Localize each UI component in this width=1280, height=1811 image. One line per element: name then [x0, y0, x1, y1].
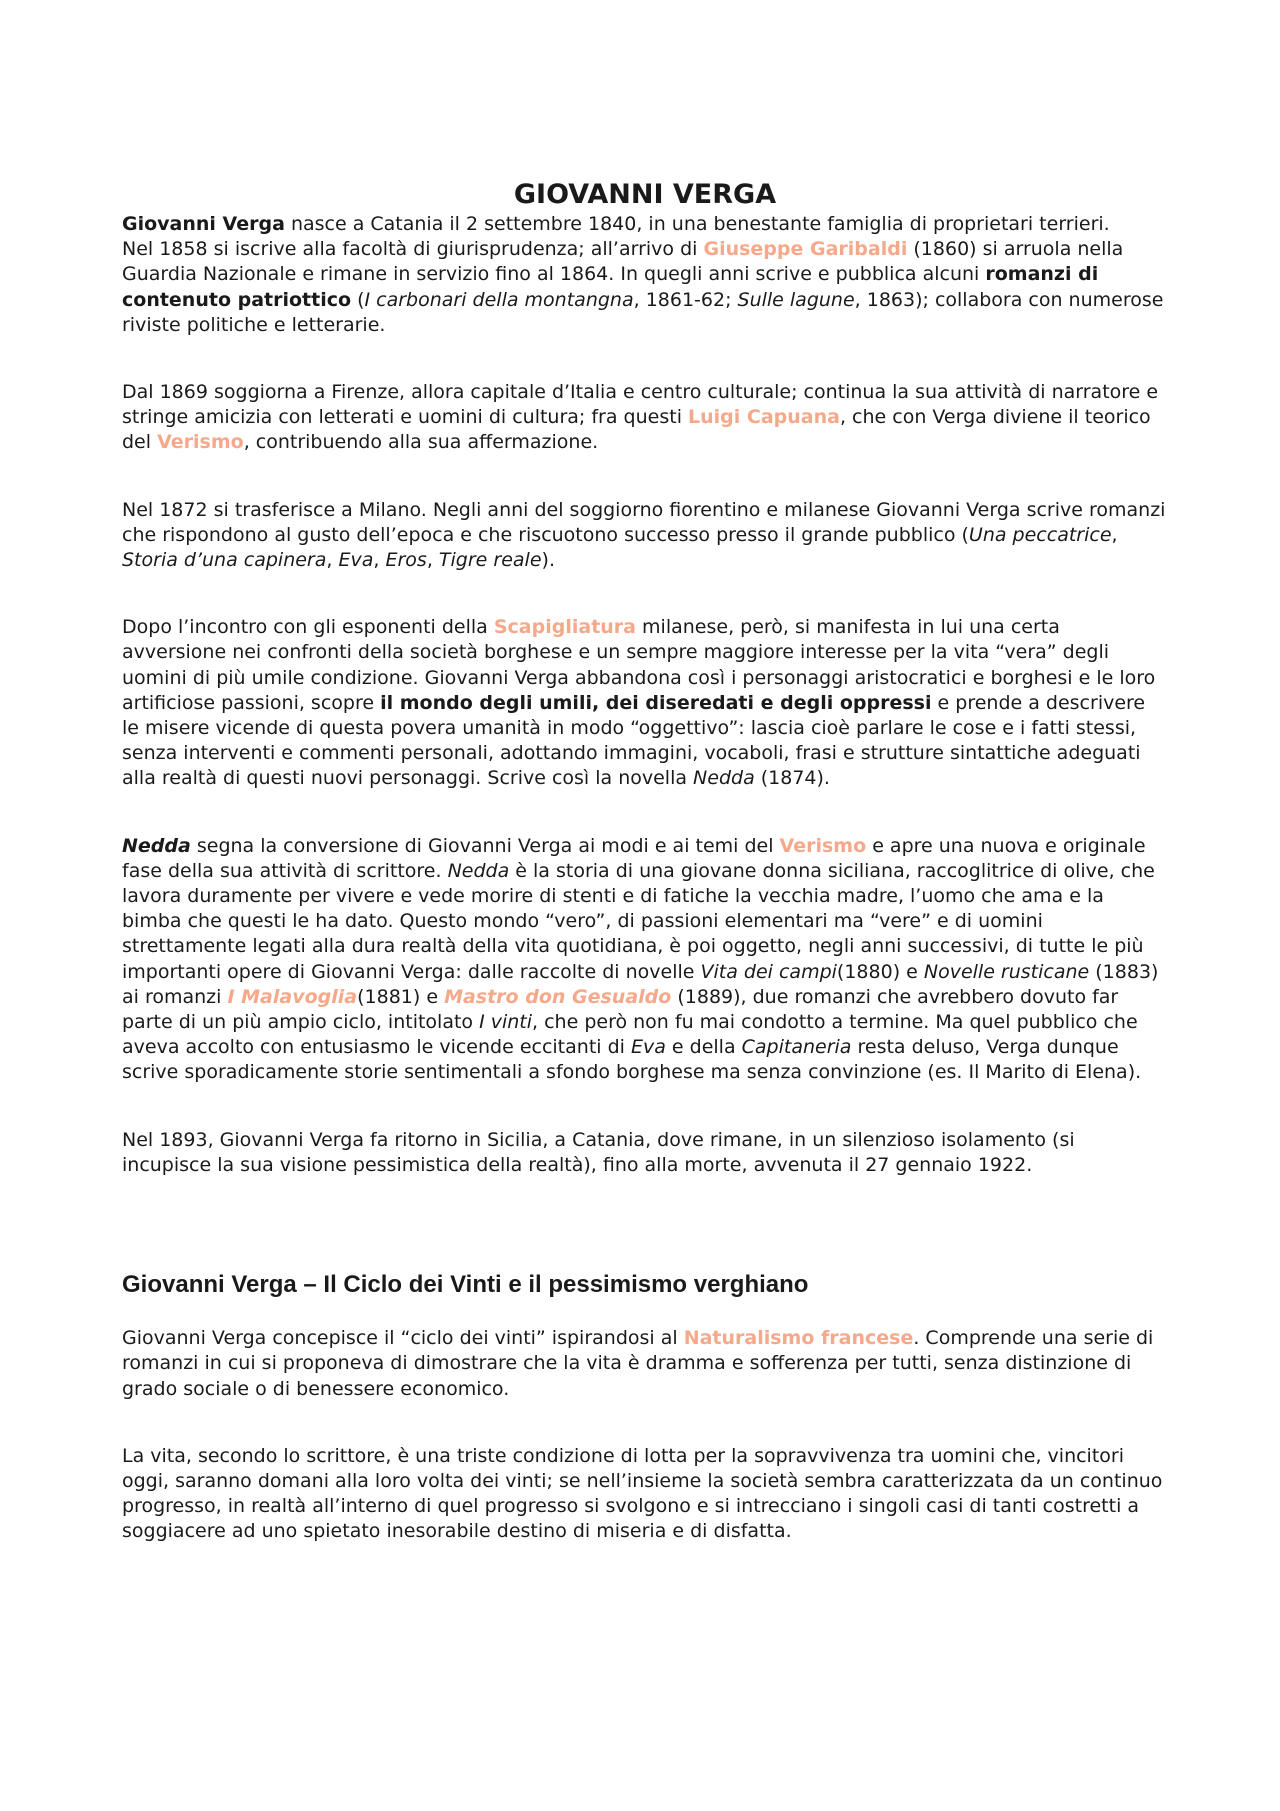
link-verismo[interactable]: Verismo	[157, 431, 244, 454]
italic-title: Vita dei campi	[700, 960, 837, 983]
document-title: GIOVANNI VERGA	[513, 179, 777, 210]
text-run: ,	[373, 549, 386, 572]
text-run: Nel 1872 si trasferisce a Milano. Negli anni del soggiorno fiorentino e milanese Giovanni Verga scrive romanzi che rispondono al gusto dell’epoca e che riscuotono successo presso il grande pubblico (	[122, 498, 1166, 546]
bold-romanzi: romanzi di contenuto patriottico	[122, 263, 1099, 311]
text-run: (	[351, 288, 365, 311]
text-run: e della	[665, 1036, 742, 1059]
text-run: Dopo l’incontro con gli esponenti della	[122, 616, 494, 639]
paragraph-firenze	[122, 380, 1168, 456]
text-run: ,	[326, 549, 339, 572]
link-mastro-don-gesualdo[interactable]: Mastro don Gesualdo	[444, 985, 672, 1008]
italic-title: Eva	[630, 1036, 666, 1059]
italic-title: Una peccatrice	[968, 523, 1112, 546]
bold-name: Giovanni Verga	[122, 213, 285, 235]
link-verismo-2[interactable]: Verismo	[779, 834, 867, 857]
text-run: , che con Verga diviene il teorico del	[122, 406, 1151, 454]
text-run: , che però non fu mai condotto a termine. Ma quel pubblico che aveva accolto con entusiasmo le vicende eccitanti di	[122, 1011, 1138, 1059]
text-run: (1881) e	[357, 985, 445, 1008]
italic-title: Nedda	[693, 767, 755, 790]
text-run: e apre una nuova e originale fase della sua attività di scrittore.	[122, 834, 1146, 882]
link-naturalismo-francese[interactable]: Naturalismo francese	[683, 1327, 914, 1350]
document-body	[122, 178, 1168, 1545]
text-run: , 1863); collabora con numerose riviste politiche e letterarie.	[122, 288, 1164, 336]
text-run: , contribuendo alla sua affermazione.	[243, 431, 599, 454]
italic-title: Eros	[385, 549, 427, 572]
italic-title: I vinti	[479, 1011, 533, 1034]
text-run: , 1861-62;	[633, 288, 738, 311]
text-run: Dal 1869 soggiorna a Firenze, allora capitale d’Italia e centro culturale; continua la sua attività di narratore e stringe amicizia con letterati e uomini di cultura; fra questi	[122, 381, 1159, 429]
paragraph-milano	[122, 498, 1168, 574]
text-run: (1880) e	[836, 960, 924, 983]
text-run: è la storia di una giovane donna siciliana, raccoglitrice di olive, che lavora duramente per vivere e vede morire di stenti e di fatiche la vecchia madre, l’uomo che ama e la bimba che questi le ha dato. Questo mondo “vero”, di passioni elementari ma “vere” e di uomini strettamente legati alla dura realtà della vita quotidiana, è poi oggetto, negli anni successivi, di tutte le più importanti opere di Giovanni Verga: dalle raccolte di novelle	[122, 859, 1155, 983]
italic-title: Sulle lagune	[737, 288, 855, 311]
text-run: ,	[426, 549, 439, 572]
bold-italic-nedda: Nedda	[122, 834, 191, 857]
section-heading-ciclo-vinti: Giovanni Verga – Il Ciclo dei Vinti e il pessimismo verghiano	[122, 1271, 809, 1299]
paragraph-scapigliatura	[122, 615, 1168, 791]
text-run: ,	[1111, 523, 1118, 546]
bold-mondo-umili: il mondo degli umili, dei diseredati e degli oppressi	[380, 691, 932, 714]
link-capuana[interactable]: Luigi Capuana	[688, 406, 840, 429]
text-run: Nel 1858 si iscrive alla facoltà di giurisprudenza; all’arrivo di	[122, 238, 704, 261]
text-run: . Comprende una serie di romanzi in cui si proponeva di dimostrare che la vita è dramma e sofferenza per tutti, senza distinzione di grado sociale o di benessere economico.	[122, 1327, 1154, 1400]
text-run: milanese, però, si manifesta in lui una certa avversione nei confronti della società borghese e un sempre maggiore interesse per la vita “vera” degli uomini di più umile condizione. Giovanni Verga abbandona così i personaggi aristocratici e borghesi e le loro artificiose passioni, scopre	[122, 616, 1156, 714]
text-run: segna la conversione di Giovanni Verga ai modi e ai temi del	[190, 834, 780, 857]
text-run: (1874).	[754, 767, 830, 790]
text-run: ).	[541, 549, 555, 572]
text-run: resta deluso, Verga dunque scrive sporadicamente storie sentimentali a sfondo borghese ma senza convinzione (es. Il Marito di Elena).	[122, 1036, 1142, 1084]
text-run: e prende a descrivere le misere vicende di questa povera umanità in modo “oggettivo”: lascia cioè parlare le cose e i fatti stessi, senza interventi e commenti personali, adottando immagini, vocaboli, frasi e strutture sintattiche adeguati alla realtà di questi nuovi personaggi. Scrive così la novella	[122, 691, 1146, 790]
link-garibaldi[interactable]: Giuseppe Garibaldi	[703, 238, 908, 261]
paragraph-pessimismo: La vita, secondo lo scrittore, è una triste condizione di lotta per la sopravvivenza tra uomini che, vincitori oggi, saranno domani alla loro volta dei vinti; se nell’insieme la società sembra caratterizzata da un continuo progresso, in realtà all’interno di quel progresso si svolgono e si intrecciano i singoli casi di tanti costretti a soggiacere ad uno spietato inesorabile destino di miseria e di disfatta.	[122, 1444, 1163, 1543]
paragraph-ciclo-vinti	[122, 1326, 1168, 1402]
text-run: Giovanni Verga concepisce il “ciclo dei vinti” ispirandosi al	[122, 1327, 684, 1350]
italic-title: Capitaneria	[741, 1036, 852, 1059]
paragraph-birth	[122, 212, 1168, 237]
link-scapigliatura[interactable]: Scapigliatura	[493, 616, 636, 639]
paragraph-nedda	[122, 834, 1168, 1086]
text-run: (1889), due romanzi che avrebbero dovuto far parte di un più ampio ciclo, intitolato	[122, 985, 1119, 1034]
paragraph-garibaldi	[122, 237, 1168, 338]
text-run: nasce a Catania il 2 settembre 1840, in una benestante famiglia di proprietari terrieri.	[284, 213, 1110, 235]
text-run: (1860) si arruola nella Guardia Nazionale e rimane in servizio fino al 1864. In quegli anni scrive e pubblica alcuni	[122, 238, 1124, 286]
italic-title: Tigre reale	[438, 549, 542, 572]
paragraph-return-sicily: Nel 1893, Giovanni Verga fa ritorno in Sicilia, a Catania, dove rimane, in un silenzioso isolamento (si incupisce la sua visione pessimistica della realtà), fino alla morte, avvenuta il 27 gennaio 1922.	[122, 1128, 1075, 1176]
italic-title: I carbonari della montangna	[364, 288, 634, 311]
italic-title: Novelle rusticane	[923, 960, 1090, 983]
italic-title: Eva	[338, 549, 374, 572]
text-run: (1883) ai romanzi	[122, 960, 1159, 1008]
link-malavoglia[interactable]: I Malavoglia	[227, 985, 358, 1008]
italic-title: Storia d’una capinera	[122, 549, 327, 572]
italic-title: Nedda	[447, 859, 510, 882]
